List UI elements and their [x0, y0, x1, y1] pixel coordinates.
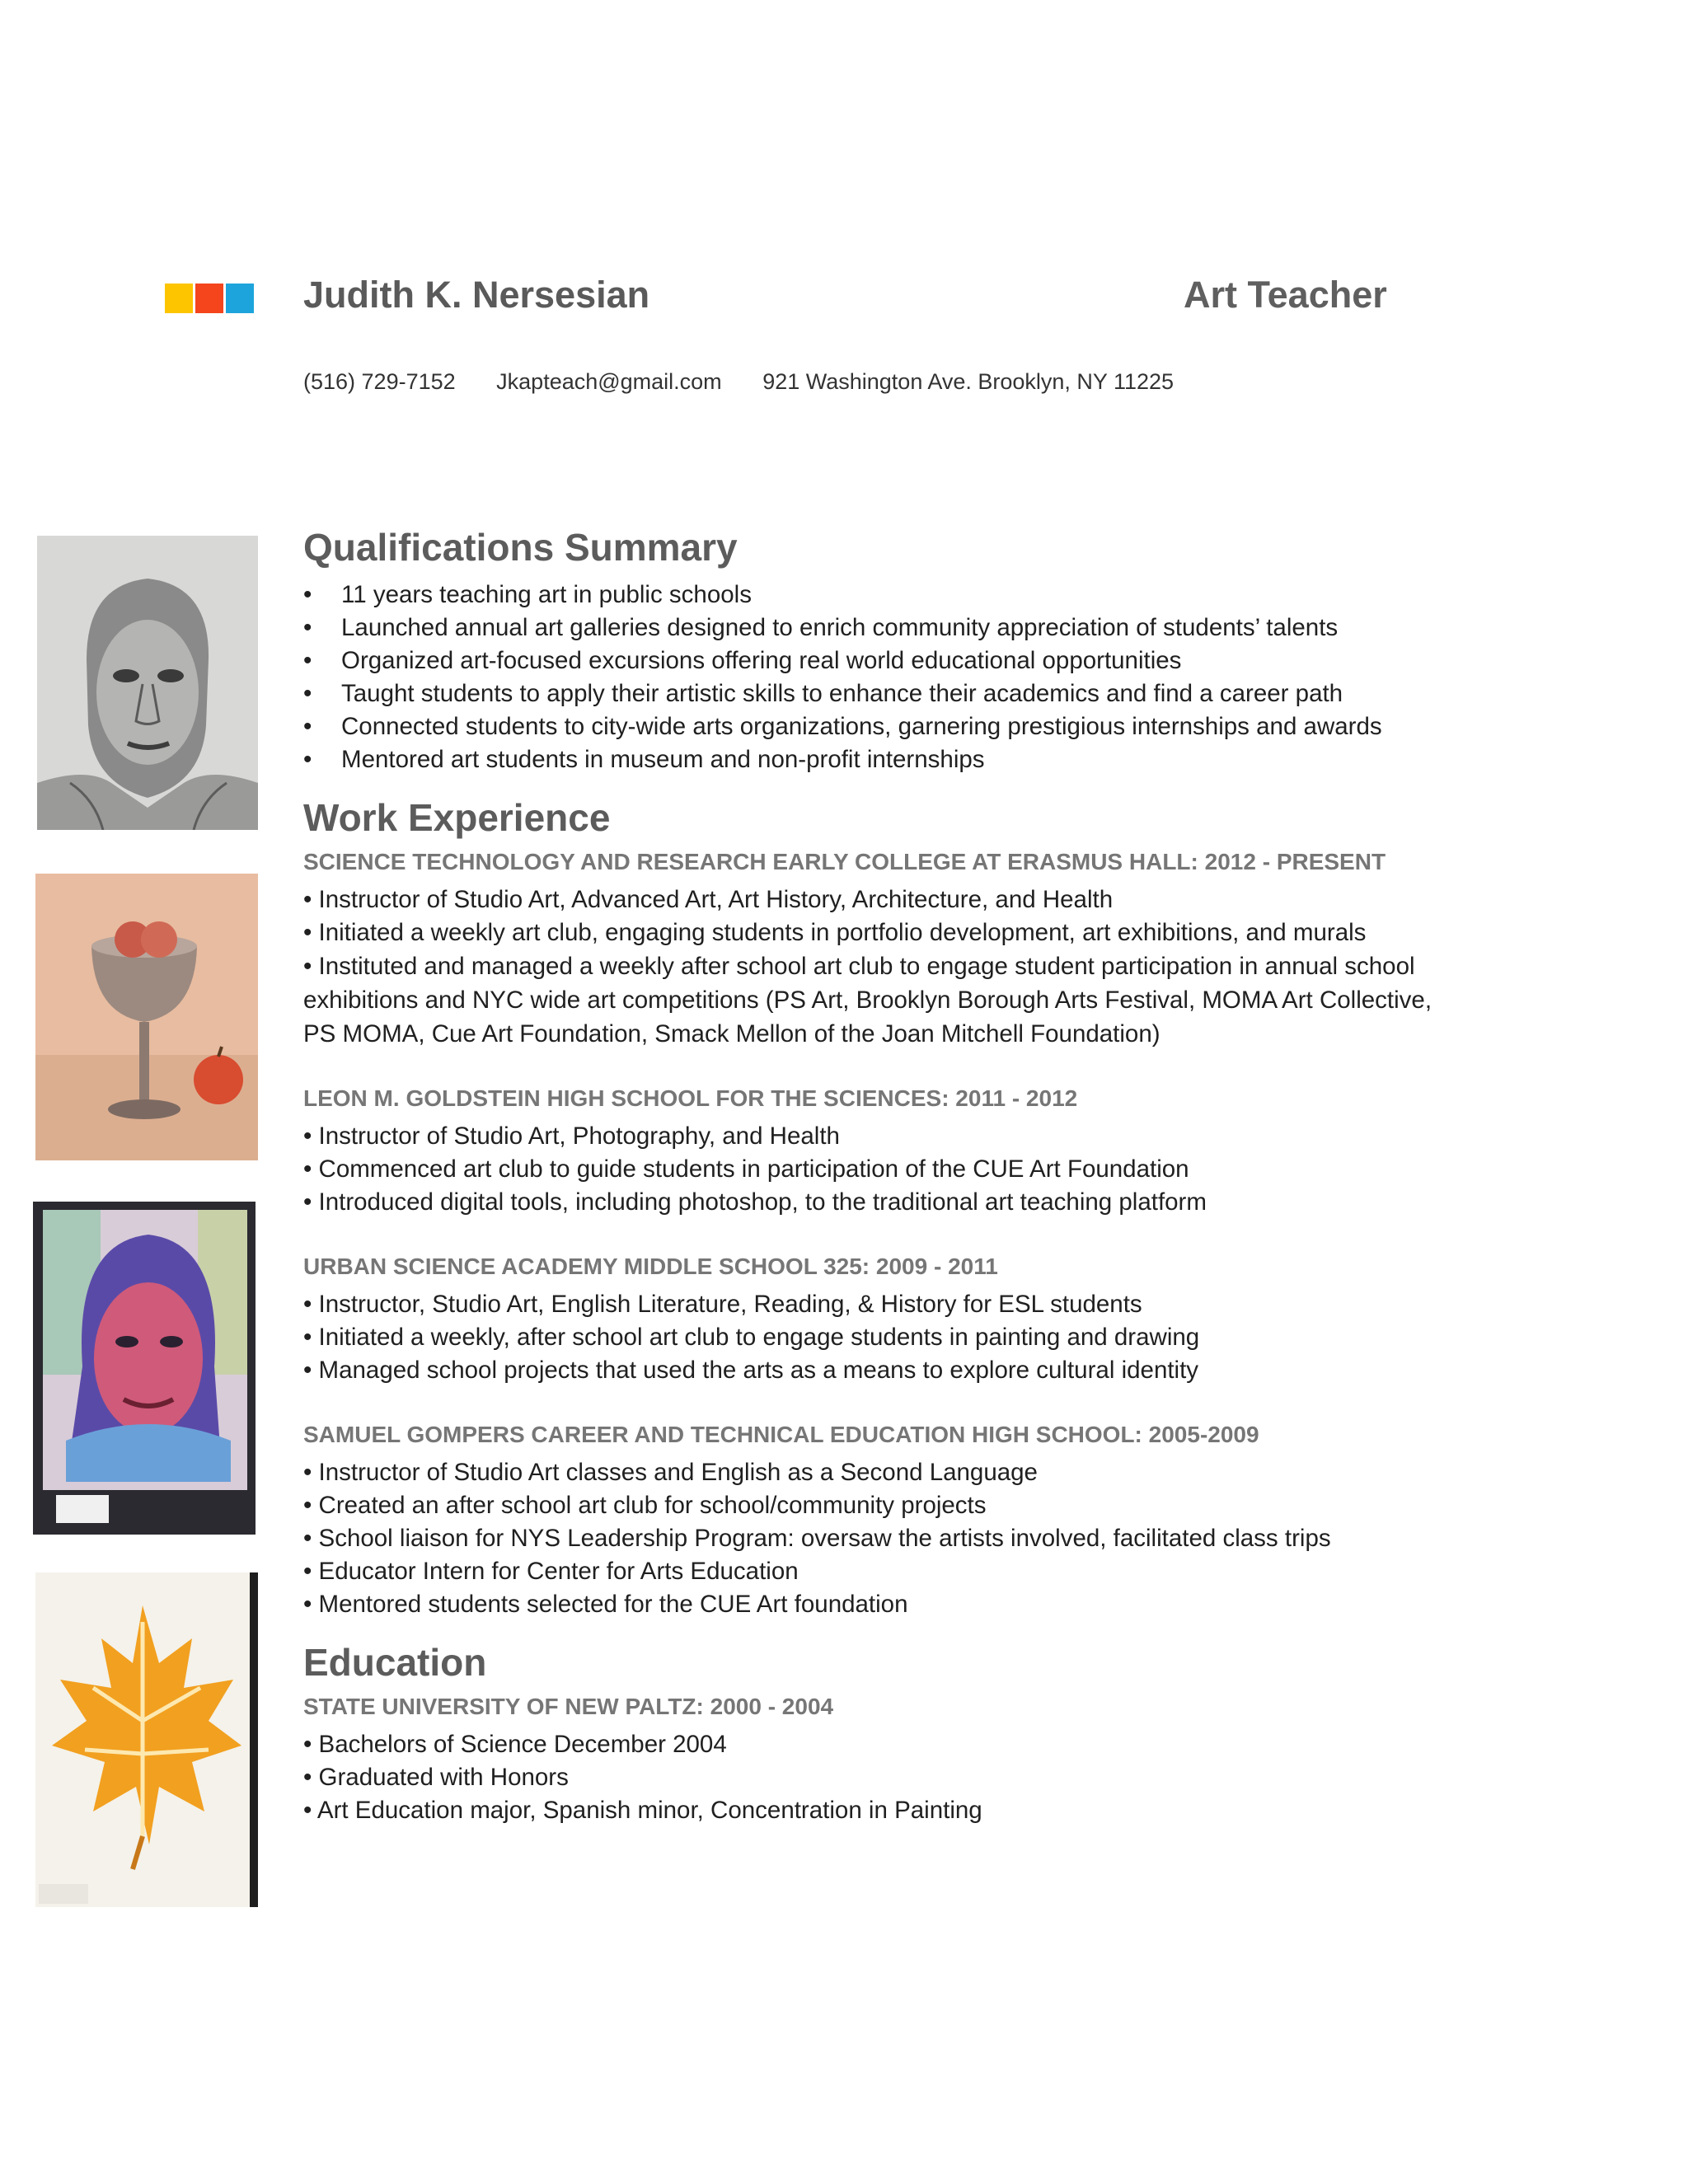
list-item: • Instructor of Studio Art classes and English as a Second Language	[303, 1459, 1038, 1486]
list-item: • Graduated with Honors	[303, 1764, 569, 1791]
list-item: • Organized art-focused excursions offering real world educational opportunities	[303, 647, 1182, 674]
job-heading: SCIENCE TECHNOLOGY AND RESEARCH EARLY COLLEGE AT ERASMUS HALL: 2012 - PRESENT	[303, 849, 1386, 874]
job-heading: LEON M. GOLDSTEIN HIGH SCHOOL FOR THE SCIENCES: 2011 - 2012	[303, 1085, 1078, 1111]
education-list	[303, 1728, 1457, 1827]
list-item: • Instructor of Studio Art, Advanced Art, Art History, Architecture, and Health	[303, 886, 1114, 913]
list-item: • Initiated a weekly, after school art club to engage students in painting and drawing	[303, 1324, 1200, 1351]
list-item: • Mentored art students in museum and non-profit internships	[303, 746, 985, 773]
resume-body	[303, 524, 1457, 1827]
job-duties-list	[303, 1288, 1457, 1387]
list-item: • Instructor, Studio Art, English Literature, Reading, & History for ESL students	[303, 1291, 1142, 1318]
list-item: • Educator Intern for Center for Arts Education	[303, 1558, 799, 1585]
phone-number: (516) 729-7152	[303, 369, 456, 394]
street-address: 921 Washington Ave. Brooklyn, NY 11225	[762, 369, 1175, 394]
job-heading: URBAN SCIENCE ACADEMY MIDDLE SCHOOL 325: 2009 - 2011	[303, 1254, 998, 1279]
list-item: • Created an after school art club for school/community projects	[303, 1492, 987, 1519]
qualifications-list	[303, 579, 1457, 776]
contact-line	[303, 369, 1174, 395]
job-duties-list	[303, 883, 1457, 1051]
email-address: Jkapteach@gmail.com	[496, 369, 722, 394]
job-heading: SAMUEL GOMPERS CAREER AND TECHNICAL EDUCATION HIGH SCHOOL: 2005-2009	[303, 1422, 1259, 1447]
qualifications-section	[303, 524, 1457, 776]
list-item: • Managed school projects that used the arts as a means to explore cultural identity	[303, 1357, 1199, 1384]
list-item: • Commenced art club to guide students in participation of the CUE Art Foundation	[303, 1155, 1189, 1183]
job-title: Art Teacher	[1184, 274, 1387, 316]
section-title-education: Education	[303, 1641, 487, 1684]
list-item: • Connected students to city-wide arts organizations, garnering prestigious internships and awards	[303, 713, 1382, 740]
logo-square-yellow	[165, 284, 193, 313]
colored-portrait-artwork	[33, 1202, 256, 1535]
list-item: • Initiated a weekly art club, engaging students in portfolio development, art exhibitions, and murals	[303, 919, 1367, 946]
pencil-portrait-artwork	[37, 536, 258, 830]
list-item: • School liaison for NYS Leadership Program: oversaw the artists involved, facilitated class trips	[303, 1525, 1331, 1552]
work-experience-section	[303, 794, 1457, 1621]
list-item: • Launched annual art galleries designed to enrich community appreciation of students’ talents	[303, 614, 1339, 641]
school-heading: STATE UNIVERSITY OF NEW PALTZ: 2000 - 2004	[303, 1694, 834, 1719]
list-item: • Mentored students selected for the CUE Art foundation	[303, 1591, 908, 1618]
logo-square-blue	[226, 284, 254, 313]
list-item: • 11 years teaching art in public schools	[303, 581, 752, 608]
education-section	[303, 1639, 1457, 1827]
person-name: Judith K. Nersesian	[303, 274, 650, 316]
logo	[165, 284, 254, 313]
maple-leaf-artwork	[35, 1572, 258, 1907]
logo-square-red	[195, 284, 223, 313]
list-item: • Art Education major, Spanish minor, Concentration in Painting	[303, 1797, 982, 1824]
job-duties-list	[303, 1456, 1457, 1621]
section-title-qualifications: Qualifications Summary	[303, 526, 738, 569]
list-item: • Instructor of Studio Art, Photography, and Health	[303, 1122, 840, 1150]
list-item: • Bachelors of Science December 2004	[303, 1731, 727, 1758]
still-life-goblet-artwork	[35, 874, 258, 1160]
section-title-work: Work Experience	[303, 796, 611, 839]
list-item: • Instituted and managed a weekly after school art club to engage student participation in annual school exhibitions and NYC wide art competitions (PS Art, Brooklyn Borough Arts Festival, MOMA Art Collective, PS MOMA, Cue Art Foundation, Smack Mellon of the Joan Mitchell Foundation)	[303, 953, 1432, 1047]
list-item: • Introduced digital tools, including photoshop, to the traditional art teaching platform	[303, 1188, 1207, 1216]
list-item: • Taught students to apply their artistic skills to enhance their academics and find a career path	[303, 680, 1343, 707]
job-duties-list	[303, 1120, 1457, 1219]
